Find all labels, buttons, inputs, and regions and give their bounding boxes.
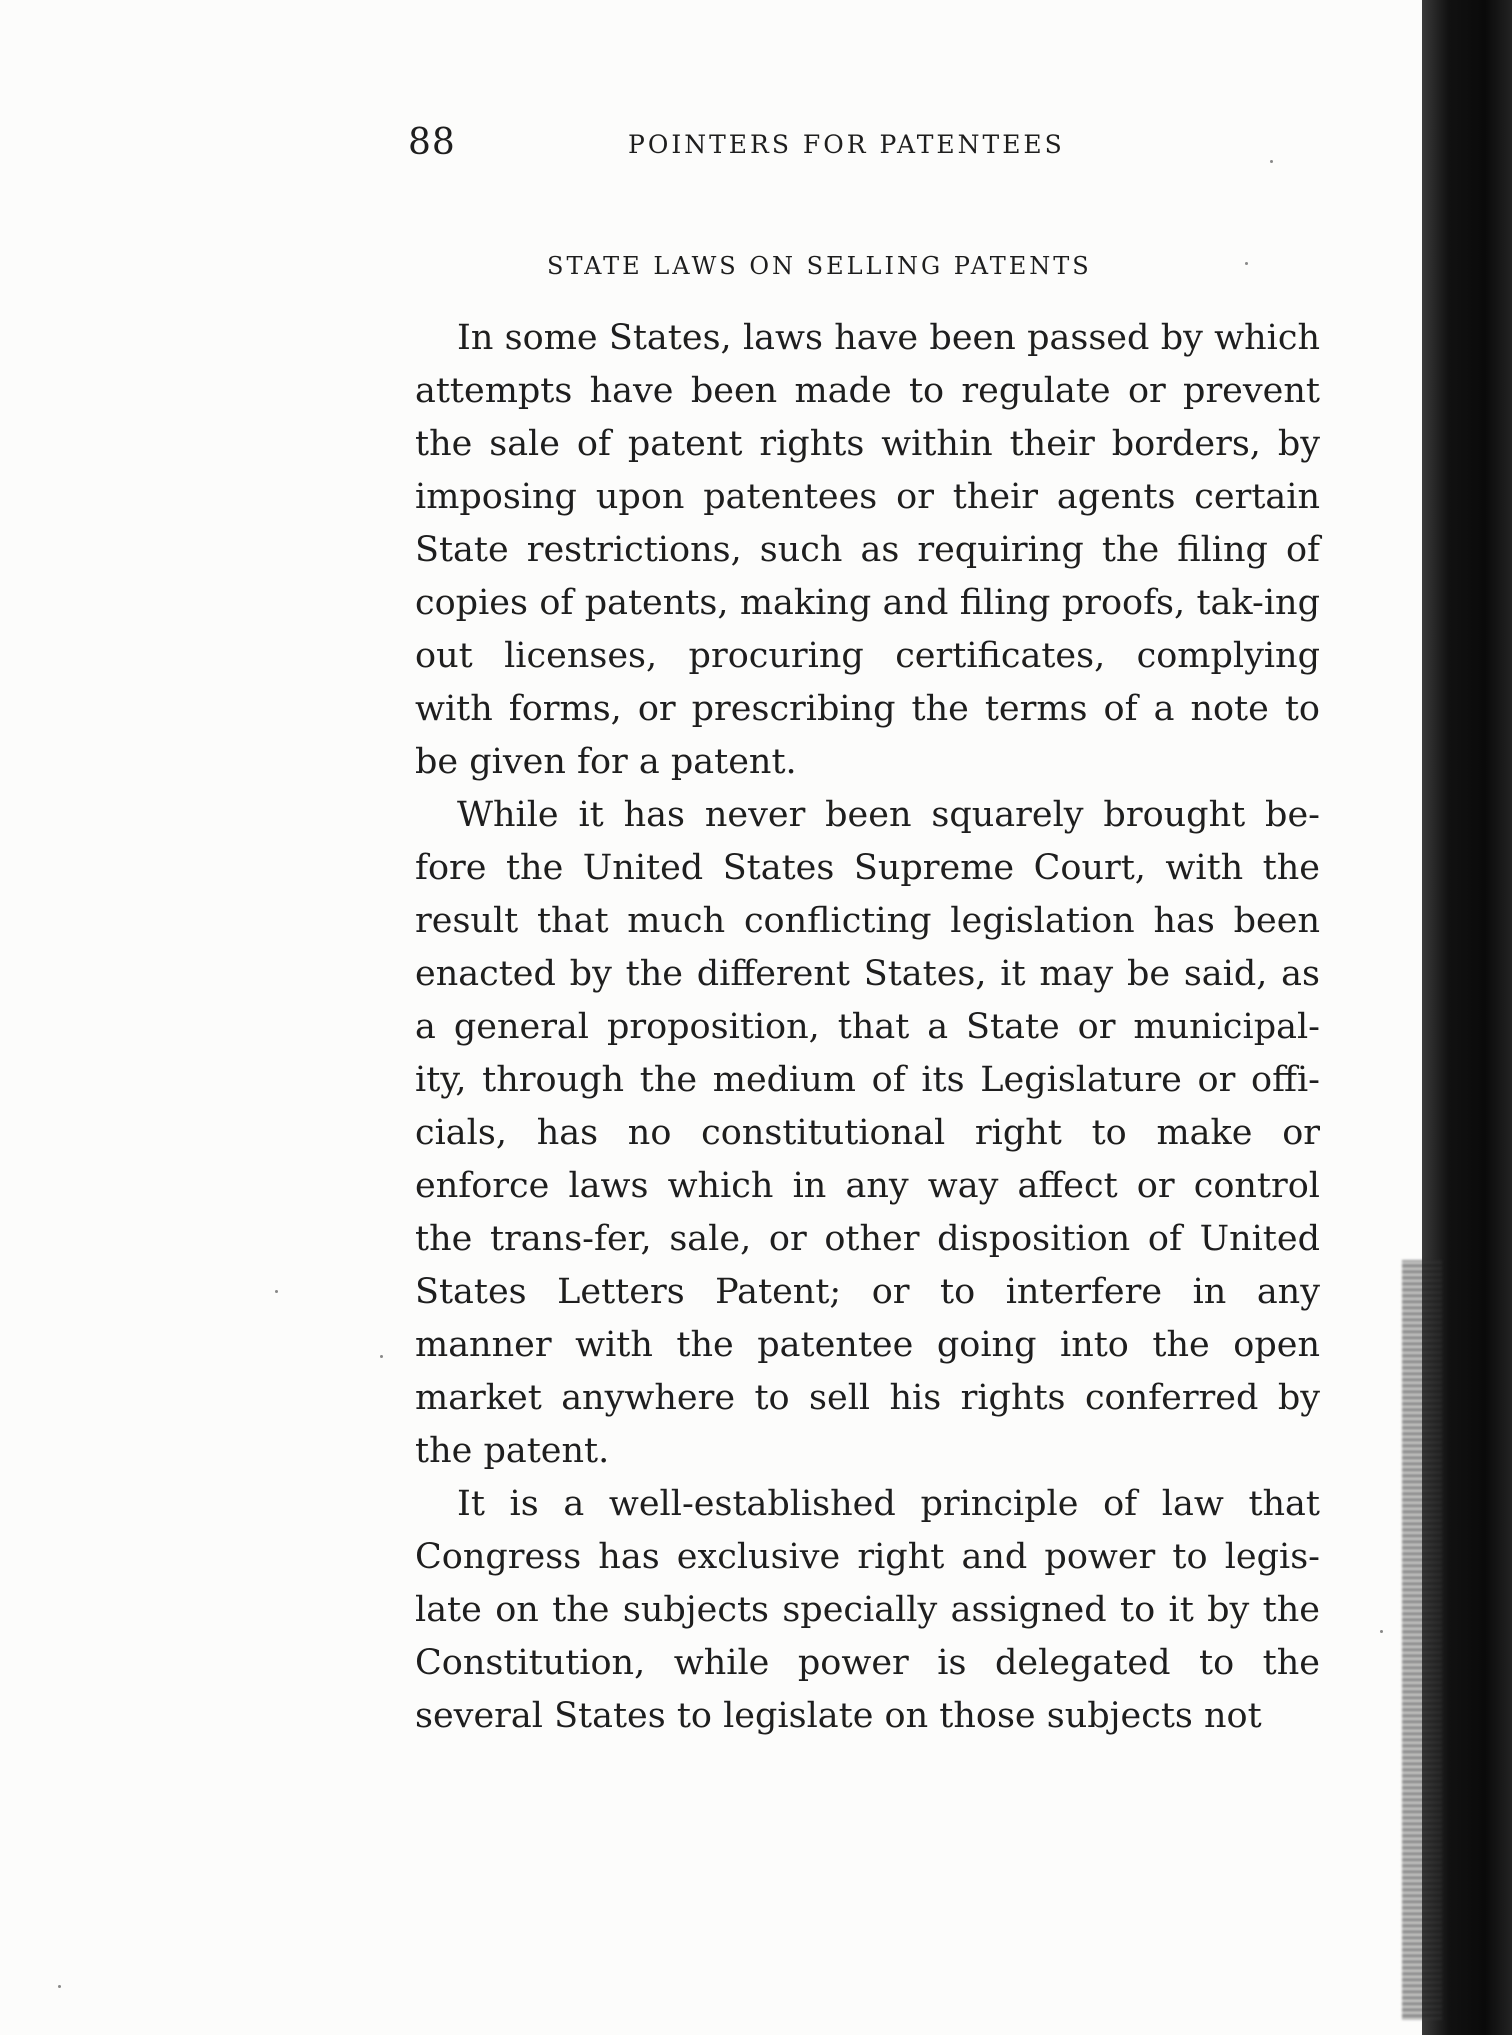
binding-shadow [1402,1260,1442,2020]
scan-speck [1245,262,1248,265]
page-number: 88 [408,122,456,163]
scan-speck [1270,160,1273,163]
paragraph-2: While it has never been squarely brought be-fore the United States Supreme Court, with the result that much conflicting legislation has been enacted by the different States, it may be said, as a general proposition, that a State or municipal-ity, through the medium of its Legislature or offi-cials, has no constitutional right to make or enforce laws which in any way affect or control the trans-fer, sale, or other disposition of United States Letters Patent; or to interfere in any manner with the patentee going into the open market anywhere to sell his rights conferred by the patent. [415,795,1320,1471]
paragraph-3: It is a well-established principle of law that Congress has exclusive right and power to legis-late on the subjects specially assigned to it by the Constitution, while power is delegated to the several States to legislate on those subjects not [415,1484,1320,1736]
scan-speck [58,1985,61,1988]
scan-speck [1380,1630,1383,1633]
section-title: STATE LAWS ON SELLING PATENTS [547,252,1092,280]
page-header [408,122,1108,172]
paragraph-1: In some States, laws have been passed by which attempts have been made to regulate or prevent the sale of patent rights within their borders, by imposing upon patentees or their agents certain State restrictions, such as requiring the filing of copies of patents, making and filing proofs, tak-ing out licenses, procuring certificates, complying with forms, or prescribing the terms of a note to be given for a patent. [415,318,1320,782]
scan-speck [275,1290,278,1293]
body-text [415,312,1320,1743]
running-head: POINTERS FOR PATENTEES [628,130,1065,159]
scan-speck [380,1355,383,1358]
